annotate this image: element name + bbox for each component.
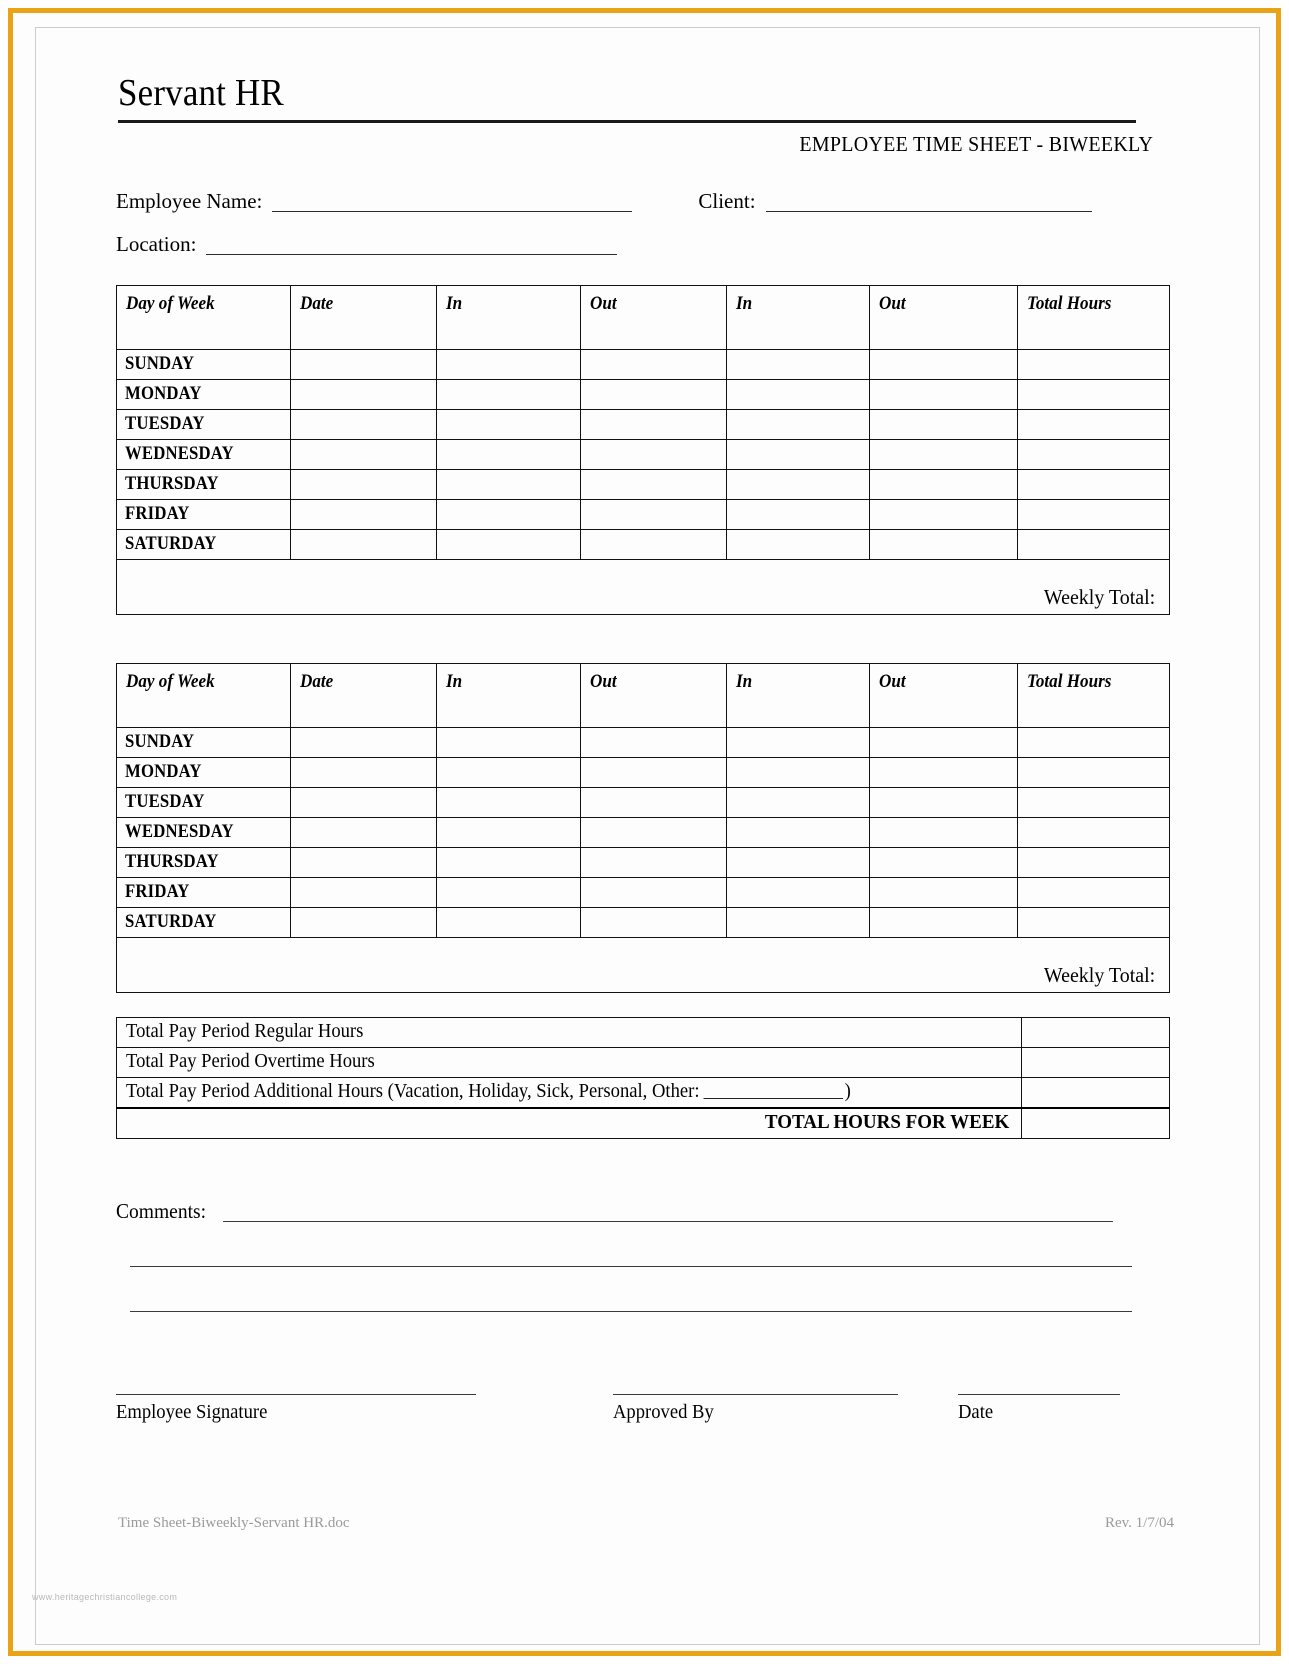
page-footer <box>118 1515 1174 1532</box>
summary-row-additional <box>117 1077 1170 1108</box>
w2-thursday-in2-cell[interactable] <box>727 847 870 877</box>
comments-input-line-2[interactable] <box>130 1246 1132 1267</box>
w1-friday-total-cell[interactable] <box>1018 499 1170 529</box>
document-title: EMPLOYEE TIME SHEET - BIWEEKLY <box>799 131 1154 156</box>
w1-saturday-total-cell[interactable] <box>1018 529 1170 559</box>
w1-tuesday-date-cell[interactable] <box>291 409 437 439</box>
w1-monday-out2-cell[interactable] <box>870 379 1018 409</box>
day-label-wednesday: WEDNESDAY <box>117 439 291 469</box>
comments-input-line-3[interactable] <box>130 1291 1132 1312</box>
w1-wednesday-total-cell[interactable] <box>1018 439 1170 469</box>
w2-monday-out2-cell[interactable] <box>870 757 1018 787</box>
footer-filename: Time Sheet-Biweekly-Servant HR.doc <box>118 1515 350 1531</box>
column-header-in-1: In <box>437 663 581 727</box>
week-one-table <box>116 285 1170 615</box>
comments-input-line-1[interactable] <box>223 1201 1113 1222</box>
w1-friday-date-cell[interactable] <box>291 499 437 529</box>
pay-period-summary-table <box>116 1017 1170 1139</box>
page-border-frame <box>8 8 1281 1656</box>
week-one-header-row <box>117 285 1170 349</box>
w1-tuesday-out1-cell[interactable] <box>581 409 727 439</box>
employee-name-label: Employee Name: <box>116 188 263 213</box>
w1-saturday-date-cell[interactable] <box>291 529 437 559</box>
column-header-date: Date <box>291 285 437 349</box>
w2-saturday-out1-cell[interactable] <box>581 907 727 937</box>
day-label-thursday: THURSDAY <box>117 469 291 499</box>
employee-signature-block <box>116 1394 476 1424</box>
additional-hours-label-suffix: ) <box>844 1079 851 1102</box>
w1-monday-total-cell[interactable] <box>1018 379 1170 409</box>
day-label-friday: FRIDAY <box>117 877 291 907</box>
column-header-out-1: Out <box>581 285 727 349</box>
w2-sunday-out1-cell[interactable] <box>581 727 727 757</box>
w2-wednesday-total-cell[interactable] <box>1018 817 1170 847</box>
w1-monday-in1-cell[interactable] <box>437 379 581 409</box>
column-header-out-1: Out <box>581 663 727 727</box>
summary-row-overtime <box>117 1047 1170 1077</box>
w2-thursday-out1-cell[interactable] <box>581 847 727 877</box>
client-label: Client: <box>698 188 756 213</box>
w1-sunday-date-cell[interactable] <box>291 349 437 379</box>
grand-total-label: TOTAL HOURS FOR WEEK <box>117 1108 1022 1139</box>
w1-wednesday-out2-cell[interactable] <box>870 439 1018 469</box>
location-label: Location: <box>116 231 197 256</box>
table-row <box>117 409 1170 439</box>
w2-saturday-out2-cell[interactable] <box>870 907 1018 937</box>
day-label-saturday: SATURDAY <box>117 907 291 937</box>
column-header-in-1: In <box>437 285 581 349</box>
w1-monday-date-cell[interactable] <box>291 379 437 409</box>
w2-monday-out1-cell[interactable] <box>581 757 727 787</box>
location-field-row <box>116 231 1176 256</box>
w1-thursday-out1-cell[interactable] <box>581 469 727 499</box>
comments-section <box>116 1198 1176 1312</box>
table-row <box>117 907 1170 937</box>
w1-sunday-out1-cell[interactable] <box>581 349 727 379</box>
date-label: Date <box>958 1400 994 1423</box>
approved-by-block <box>613 1394 898 1424</box>
w1-thursday-in2-cell[interactable] <box>727 469 870 499</box>
w2-tuesday-in2-cell[interactable] <box>727 787 870 817</box>
table-row <box>117 787 1170 817</box>
regular-hours-label: Total Pay Period Regular Hours <box>117 1017 1022 1047</box>
w2-thursday-in1-cell[interactable] <box>437 847 581 877</box>
w2-monday-date-cell[interactable] <box>291 757 437 787</box>
w1-tuesday-in2-cell[interactable] <box>727 409 870 439</box>
w1-thursday-in1-cell[interactable] <box>437 469 581 499</box>
table-row <box>117 817 1170 847</box>
w2-sunday-in1-cell[interactable] <box>437 727 581 757</box>
w1-friday-out2-cell[interactable] <box>870 499 1018 529</box>
w1-thursday-out2-cell[interactable] <box>870 469 1018 499</box>
watermark-text: www.heritagechristiancollege.com <box>32 1592 178 1602</box>
comments-label: Comments: <box>116 1198 207 1223</box>
table-row <box>117 727 1170 757</box>
additional-hours-value[interactable] <box>1022 1077 1170 1108</box>
week-one-total-label[interactable]: Weekly Total: <box>117 559 1170 614</box>
w2-monday-total-cell[interactable] <box>1018 757 1170 787</box>
w2-friday-in2-cell[interactable] <box>727 877 870 907</box>
column-header-day-of-week: Day of Week <box>117 663 291 727</box>
week-two-total-label[interactable]: Weekly Total: <box>117 937 1170 992</box>
document-content <box>116 74 1176 1424</box>
regular-hours-value[interactable] <box>1022 1017 1170 1047</box>
w2-wednesday-in2-cell[interactable] <box>727 817 870 847</box>
w2-monday-in2-cell[interactable] <box>727 757 870 787</box>
client-input[interactable] <box>766 191 1092 212</box>
w2-tuesday-out2-cell[interactable] <box>870 787 1018 817</box>
date-block <box>958 1394 1120 1424</box>
w2-saturday-in1-cell[interactable] <box>437 907 581 937</box>
w1-friday-out1-cell[interactable] <box>581 499 727 529</box>
w2-sunday-in2-cell[interactable] <box>727 727 870 757</box>
w2-saturday-total-cell[interactable] <box>1018 907 1170 937</box>
day-label-wednesday: WEDNESDAY <box>117 817 291 847</box>
column-header-in-2: In <box>727 285 870 349</box>
week-two-total-row <box>117 937 1170 992</box>
table-row <box>117 757 1170 787</box>
w2-thursday-out2-cell[interactable] <box>870 847 1018 877</box>
w2-friday-date-cell[interactable] <box>291 877 437 907</box>
w1-tuesday-in1-cell[interactable] <box>437 409 581 439</box>
w1-wednesday-out1-cell[interactable] <box>581 439 727 469</box>
summary-row-grand-total <box>117 1108 1170 1139</box>
w1-wednesday-in2-cell[interactable] <box>727 439 870 469</box>
w1-tuesday-total-cell[interactable] <box>1018 409 1170 439</box>
summary-row-regular <box>117 1017 1170 1047</box>
w1-friday-in2-cell[interactable] <box>727 499 870 529</box>
column-header-out-2: Out <box>870 663 1018 727</box>
company-logo-text: Servant HR <box>118 72 284 114</box>
document-page <box>35 27 1260 1645</box>
day-label-sunday: SUNDAY <box>117 349 291 379</box>
day-label-friday: FRIDAY <box>117 499 291 529</box>
table-row <box>117 529 1170 559</box>
approved-by-label: Approved By <box>613 1400 714 1423</box>
w1-friday-in1-cell[interactable] <box>437 499 581 529</box>
w1-saturday-out2-cell[interactable] <box>870 529 1018 559</box>
w1-wednesday-in1-cell[interactable] <box>437 439 581 469</box>
header-rule <box>118 120 1136 123</box>
w2-sunday-date-cell[interactable] <box>291 727 437 757</box>
employee-signature-label: Employee Signature <box>116 1400 268 1423</box>
day-label-thursday: THURSDAY <box>117 847 291 877</box>
table-row <box>117 379 1170 409</box>
w2-friday-out2-cell[interactable] <box>870 877 1018 907</box>
week-one-total-row <box>117 559 1170 614</box>
week-two-table <box>116 663 1170 993</box>
w2-friday-in1-cell[interactable] <box>437 877 581 907</box>
w1-thursday-date-cell[interactable] <box>291 469 437 499</box>
overtime-hours-label: Total Pay Period Overtime Hours <box>117 1047 1022 1077</box>
location-input[interactable] <box>206 234 617 255</box>
w1-sunday-out2-cell[interactable] <box>870 349 1018 379</box>
grand-total-value[interactable] <box>1022 1108 1170 1139</box>
column-header-date: Date <box>291 663 437 727</box>
w2-friday-out1-cell[interactable] <box>581 877 727 907</box>
w1-sunday-total-cell[interactable] <box>1018 349 1170 379</box>
column-header-day-of-week: Day of Week <box>117 285 291 349</box>
w2-tuesday-total-cell[interactable] <box>1018 787 1170 817</box>
day-label-tuesday: TUESDAY <box>117 787 291 817</box>
w2-saturday-date-cell[interactable] <box>291 907 437 937</box>
comments-first-line-row <box>116 1198 1176 1223</box>
day-label-sunday: SUNDAY <box>117 727 291 757</box>
w1-monday-out1-cell[interactable] <box>581 379 727 409</box>
w2-thursday-date-cell[interactable] <box>291 847 437 877</box>
w2-wednesday-in1-cell[interactable] <box>437 817 581 847</box>
signature-section <box>116 1394 1176 1424</box>
w1-thursday-total-cell[interactable] <box>1018 469 1170 499</box>
w1-saturday-in2-cell[interactable] <box>727 529 870 559</box>
table-row <box>117 847 1170 877</box>
week-two-header-row <box>117 663 1170 727</box>
table-row <box>117 499 1170 529</box>
w2-friday-total-cell[interactable] <box>1018 877 1170 907</box>
day-label-monday: MONDAY <box>117 379 291 409</box>
w2-monday-in1-cell[interactable] <box>437 757 581 787</box>
w2-wednesday-out1-cell[interactable] <box>581 817 727 847</box>
w2-sunday-out2-cell[interactable] <box>870 727 1018 757</box>
w1-sunday-in2-cell[interactable] <box>727 349 870 379</box>
additional-hours-label-prefix: Total Pay Period Additional Hours (Vacation, Holiday, Sick, Personal, Other: <box>126 1079 700 1102</box>
name-client-field-row <box>116 188 1176 213</box>
w1-monday-in2-cell[interactable] <box>727 379 870 409</box>
w1-tuesday-out2-cell[interactable] <box>870 409 1018 439</box>
table-row <box>117 469 1170 499</box>
w1-wednesday-date-cell[interactable] <box>291 439 437 469</box>
w2-wednesday-date-cell[interactable] <box>291 817 437 847</box>
w2-wednesday-out2-cell[interactable] <box>870 817 1018 847</box>
day-label-monday: MONDAY <box>117 757 291 787</box>
day-label-saturday: SATURDAY <box>117 529 291 559</box>
w2-sunday-total-cell[interactable] <box>1018 727 1170 757</box>
w2-tuesday-in1-cell[interactable] <box>437 787 581 817</box>
table-row <box>117 877 1170 907</box>
footer-revision: Rev. 1/7/04 <box>1104 1515 1174 1531</box>
employee-name-input[interactable] <box>272 191 632 212</box>
w2-tuesday-date-cell[interactable] <box>291 787 437 817</box>
column-header-total-hours: Total Hours <box>1018 663 1170 727</box>
table-row <box>117 439 1170 469</box>
w1-saturday-out1-cell[interactable] <box>581 529 727 559</box>
w2-saturday-in2-cell[interactable] <box>727 907 870 937</box>
table-row <box>117 349 1170 379</box>
w2-thursday-total-cell[interactable] <box>1018 847 1170 877</box>
w2-tuesday-out1-cell[interactable] <box>581 787 727 817</box>
w1-sunday-in1-cell[interactable] <box>437 349 581 379</box>
additional-hours-other-input[interactable] <box>703 1083 843 1099</box>
column-header-total-hours: Total Hours <box>1018 285 1170 349</box>
w1-saturday-in1-cell[interactable] <box>437 529 581 559</box>
column-header-out-2: Out <box>870 285 1018 349</box>
day-label-tuesday: TUESDAY <box>117 409 291 439</box>
overtime-hours-value[interactable] <box>1022 1047 1170 1077</box>
column-header-in-2: In <box>727 663 870 727</box>
additional-hours-label <box>117 1077 1022 1108</box>
